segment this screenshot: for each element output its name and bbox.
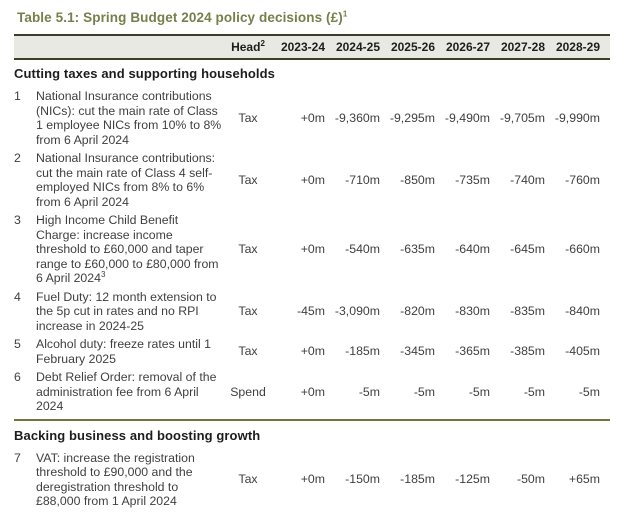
value-cell: -5m: [413, 384, 435, 399]
value-cell: +0m: [300, 384, 325, 399]
table-row: [14, 87, 610, 149]
value-cell: -640m: [455, 242, 490, 256]
value-cell: +0m: [300, 172, 325, 187]
table-section: [14, 66, 610, 416]
row-head-type: Tax: [238, 110, 258, 125]
table-row: [14, 149, 610, 211]
column-header-year: 2023-24: [280, 40, 325, 54]
value-cell: +0m: [300, 472, 325, 487]
value-cell: -740m: [510, 172, 545, 187]
row-footnote-marker: 3: [100, 269, 106, 279]
table-row: [14, 449, 610, 511]
row-number: 6: [14, 370, 21, 384]
column-header-year: 2025-26: [390, 40, 435, 54]
row-description: National Insurance contributions (NICs): cut the main rate of Class 1 employee NICs from 10% to 8% from 6 April 2024: [36, 89, 222, 147]
value-cell: -835m: [510, 304, 545, 318]
column-header-head: [226, 40, 270, 54]
value-cell: +65m: [568, 472, 600, 487]
value-cell: -735m: [455, 172, 490, 187]
column-header-head-label: Head: [231, 40, 261, 54]
row-description: National Insurance contributions: cut the main rate of Class 4 self-employed NICs from 8% to 6% from 6 April 2024: [36, 151, 216, 209]
title-footnote-marker: 1: [342, 9, 348, 19]
value-cell: -9,990m: [554, 110, 600, 125]
value-cell: -850m: [400, 172, 435, 187]
table-row: [14, 335, 610, 368]
row-number: 3: [14, 213, 21, 227]
value-cell: -385m: [510, 344, 545, 359]
value-cell: -405m: [565, 344, 600, 359]
value-cell: -830m: [455, 304, 490, 318]
table-body: [14, 66, 610, 511]
row-head-type: Tax: [238, 242, 258, 256]
row-description: VAT: increase the registration threshold to £90,000 and the deregistration threshold to £88,000 from 1 April 2024: [36, 450, 195, 508]
value-cell: -635m: [400, 242, 435, 256]
value-cell: -5m: [578, 384, 600, 399]
page-title-text: Table 5.1: Spring Budget 2024 policy decisions (£): [17, 10, 343, 25]
section-header: Backing business and boosting growth: [14, 427, 261, 443]
table-section: [14, 419, 610, 511]
value-cell: -150m: [345, 472, 380, 487]
row-head-type: Tax: [238, 344, 258, 359]
row-head-type: Tax: [238, 472, 258, 487]
page-title: [17, 9, 610, 26]
value-cell: -9,360m: [334, 110, 380, 125]
column-header-year: 2026-27: [445, 40, 490, 54]
row-description: Alcohol duty: freeze rates until 1 February 2025: [36, 337, 211, 366]
value-cell: -5m: [468, 384, 490, 399]
value-cell: -185m: [345, 344, 380, 359]
row-head-type: Tax: [238, 172, 258, 187]
value-cell: -50m: [516, 472, 545, 487]
value-cell: -365m: [455, 344, 490, 359]
row-number: 2: [14, 151, 21, 165]
value-cell: -820m: [400, 304, 435, 318]
value-cell: -660m: [565, 242, 600, 256]
value-cell: -645m: [510, 242, 545, 256]
value-cell: -710m: [345, 172, 380, 187]
value-cell: -840m: [565, 304, 600, 318]
value-cell: +0m: [300, 110, 325, 125]
head-footnote-marker: 2: [260, 39, 265, 48]
value-cell: -5m: [523, 384, 545, 399]
table-header-row: [14, 34, 610, 60]
table-row: [14, 211, 610, 288]
column-header-year: 2028-29: [555, 40, 600, 54]
row-number: 7: [14, 450, 21, 465]
value-cell: -540m: [345, 242, 380, 256]
row-head-type: Tax: [238, 304, 258, 318]
value-cell: -125m: [455, 472, 490, 487]
row-description: Debt Relief Order: removal of the administration fee from 6 April 2024: [36, 370, 217, 413]
row-number: 4: [14, 289, 21, 304]
value-cell: -9,295m: [389, 110, 435, 125]
row-number: 5: [14, 337, 21, 351]
table-row: [14, 288, 610, 336]
value-cell: +0m: [300, 242, 325, 256]
column-header-year: 2024-25: [335, 40, 380, 54]
row-head-type: Spend: [230, 384, 266, 399]
row-number: 1: [14, 89, 21, 103]
section-header: Cutting taxes and supporting households: [14, 66, 276, 81]
value-cell: -5m: [358, 384, 380, 399]
row-description: High Income Child Benefit Charge: increase income threshold to £60,000 and taper range to £60,000 to £80,000 from 6 April 2024$^3$: [36, 213, 219, 285]
column-header-year: 2027-28: [500, 40, 545, 54]
row-description: Fuel Duty: 12 month extension to the 5p cut in rates and no RPI increase in 2024-25: [36, 289, 217, 333]
value-cell: -760m: [565, 172, 600, 187]
value-cell: +0m: [300, 344, 325, 359]
value-cell: -45m: [296, 304, 325, 318]
value-cell: -9,705m: [499, 110, 545, 125]
value-cell: -185m: [400, 472, 435, 487]
value-cell: -9,490m: [444, 110, 490, 125]
value-cell: -345m: [400, 344, 435, 359]
table-row: [14, 368, 610, 416]
value-cell: -3,090m: [334, 304, 380, 318]
